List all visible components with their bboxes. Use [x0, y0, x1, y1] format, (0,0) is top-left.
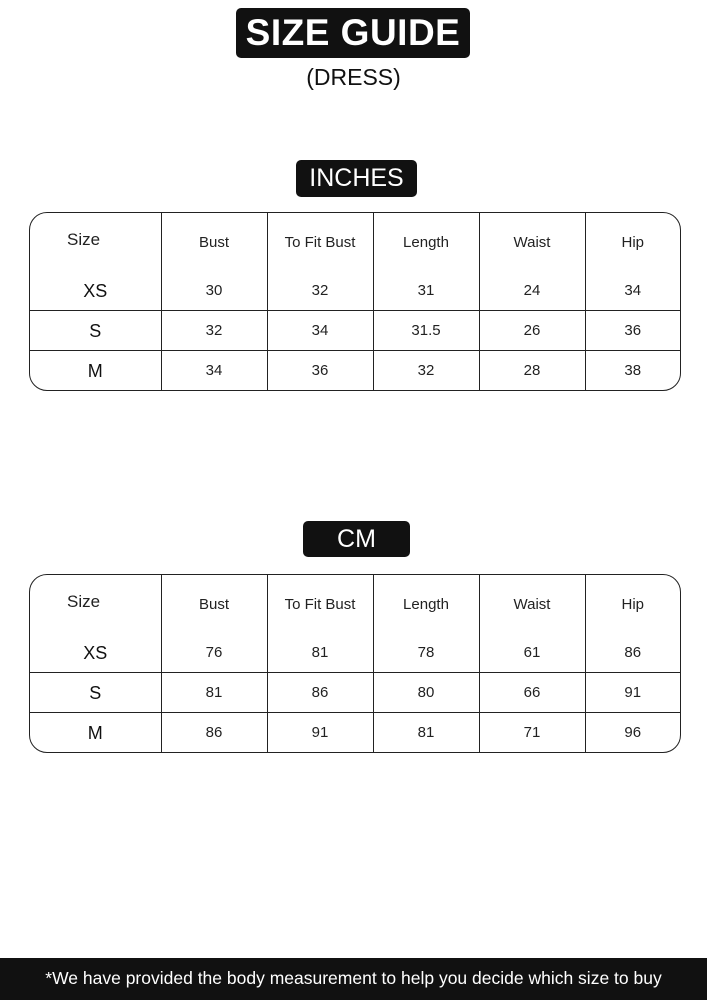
column-header-to-fit-bust: To Fit Bust	[267, 213, 373, 271]
table-row	[30, 633, 680, 673]
to-fit-bust-cell: 32	[267, 271, 373, 311]
waist-cell: 28	[479, 351, 585, 391]
length-cell: 31.5	[373, 311, 479, 351]
hip-cell: 91	[585, 673, 680, 713]
table-row	[30, 351, 680, 391]
column-header-size: Size	[30, 213, 161, 271]
length-cell: 31	[373, 271, 479, 311]
size-cell: XS	[30, 633, 161, 673]
column-header-waist: Waist	[479, 213, 585, 271]
table-row	[30, 673, 680, 713]
cm-unit-label: CM	[303, 521, 410, 557]
size-cell: M	[30, 713, 161, 753]
to-fit-bust-cell: 34	[267, 311, 373, 351]
column-header-length: Length	[373, 575, 479, 633]
bust-cell: 76	[161, 633, 267, 673]
table-row	[30, 311, 680, 351]
size-guide-title: SIZE GUIDE	[236, 8, 470, 58]
to-fit-bust-cell: 81	[267, 633, 373, 673]
length-cell: 81	[373, 713, 479, 753]
garment-subtitle: (DRESS)	[306, 64, 401, 90]
to-fit-bust-cell: 36	[267, 351, 373, 391]
bust-cell: 34	[161, 351, 267, 391]
waist-cell: 66	[479, 673, 585, 713]
bust-cell: 32	[161, 311, 267, 351]
column-header-hip: Hip	[621, 595, 644, 613]
table-row	[30, 713, 680, 753]
waist-cell: 61	[479, 633, 585, 673]
hip-cell: 38	[624, 362, 642, 379]
bust-cell: 86	[161, 713, 267, 753]
table-header-row	[30, 575, 680, 633]
hip-cell: 86	[585, 633, 680, 673]
measurement-note-banner: *We have provided the body measurement to help you decide which size to buy	[0, 958, 707, 1000]
size-cell: S	[30, 673, 161, 713]
column-header-to-fit-bust: To Fit Bust	[267, 575, 373, 633]
column-header-length: Length	[373, 213, 479, 271]
column-header-hip: Hip	[621, 233, 644, 251]
hip-cell: 96	[624, 724, 642, 741]
hip-cell: 36	[585, 311, 680, 351]
length-cell: 32	[373, 351, 479, 391]
column-header-waist: Waist	[479, 575, 585, 633]
length-cell: 78	[373, 633, 479, 673]
cm-size-table	[29, 574, 681, 753]
waist-cell: 71	[479, 713, 585, 753]
size-cell: S	[30, 311, 161, 351]
length-cell: 80	[373, 673, 479, 713]
to-fit-bust-cell: 91	[267, 713, 373, 753]
bust-cell: 81	[161, 673, 267, 713]
size-cell: XS	[30, 271, 161, 311]
table-header-row	[30, 213, 680, 271]
column-header-bust: Bust	[161, 213, 267, 271]
size-cell: M	[30, 351, 161, 391]
waist-cell: 26	[479, 311, 585, 351]
to-fit-bust-cell: 86	[267, 673, 373, 713]
inches-size-table	[29, 212, 681, 391]
column-header-bust: Bust	[161, 575, 267, 633]
hip-cell: 34	[585, 271, 680, 311]
table-row	[30, 271, 680, 311]
column-header-size: Size	[30, 575, 161, 633]
bust-cell: 30	[161, 271, 267, 311]
inches-unit-label: INCHES	[296, 160, 417, 197]
waist-cell: 24	[479, 271, 585, 311]
